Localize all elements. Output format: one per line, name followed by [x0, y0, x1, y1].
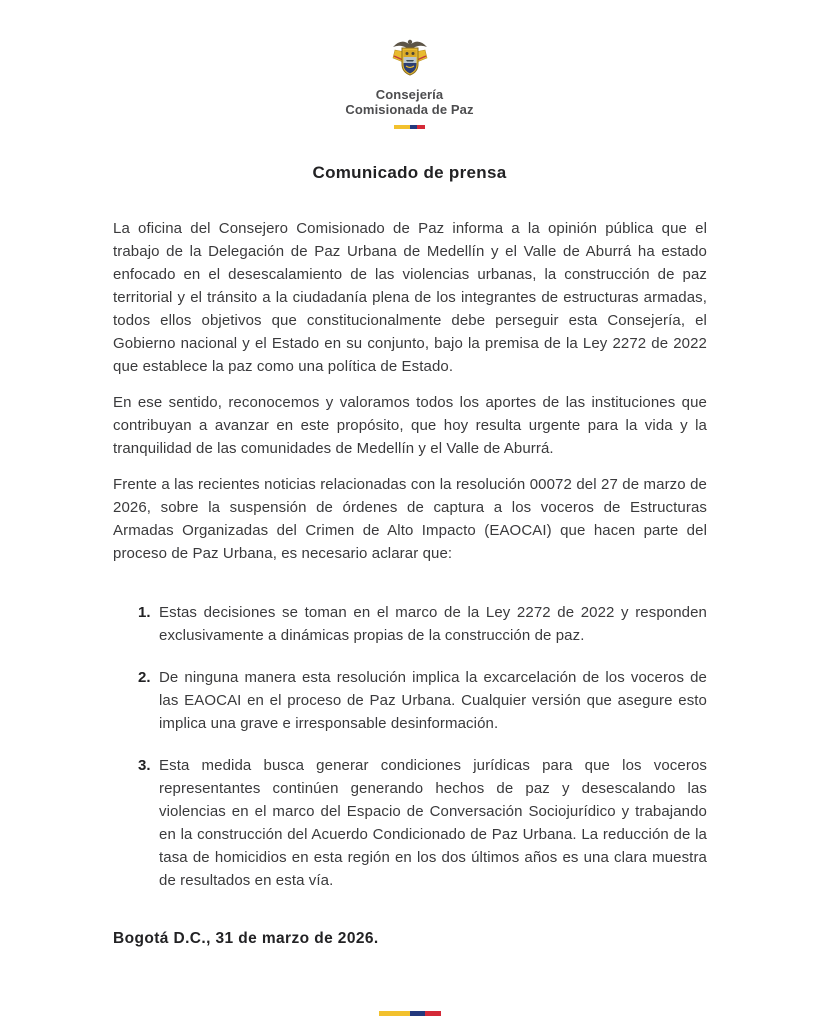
document-header [0, 0, 819, 129]
flag-red-stripe [417, 125, 425, 129]
org-name-line2: Comisionada de Paz [345, 102, 474, 117]
colombia-flag-icon [394, 125, 425, 129]
paragraph-1: La oficina del Consejero Comisionado de Paz informa a la opinión pública que el trabajo de la Delegación de Paz Urbana de Medellín y el Valle de Aburrá ha estado enfocado en el desescalamiento de las violencias urbanas, la construcción de paz territorial y el tránsito a la ciudadanía plena de los integrantes de estructuras armadas, todos ellos objetivos que constitucionalmente debe perseguir esta Consejería, el Gobierno nacional y el Estado en su conjunto, bajo la premisa de la Ley 2272 de 2022 que establece la paz como una política de Estado. [113, 220, 707, 375]
list-item-text: Estas decisiones se toman en el marco de la Ley 2272 de 2022 y responden exclusivamente a dinámicas propias de la construcción de paz. [159, 604, 707, 644]
dateline: Bogotá D.C., 31 de marzo de 2026. [113, 930, 379, 947]
list-item-text: De ninguna manera esta resolución implica la excarcelación de los voceros de las EAOCAI en el proceso de Paz Urbana. Cualquier versión que asegure esto implica una grave e irresponsable desinformación. [159, 669, 707, 732]
page-title: Comunicado de prensa [312, 163, 507, 182]
colombia-coat-of-arms-icon [387, 36, 433, 80]
flag-yellow-stripe [394, 125, 410, 129]
flag-yellow-stripe [379, 1011, 410, 1016]
list-item-number: 1. [138, 604, 151, 621]
org-name [0, 87, 819, 117]
list-item [113, 666, 707, 735]
org-name-line1: Consejería [375, 87, 444, 102]
flag-red-stripe [425, 1011, 441, 1016]
list-item [113, 601, 707, 647]
footer-colombia-flag-icon [379, 1011, 441, 1016]
list-item-number: 2. [138, 669, 151, 686]
flag-blue-stripe [410, 1011, 426, 1016]
paragraph-2: En ese sentido, reconocemos y valoramos todos los aportes de las instituciones que contribuyan a avanzar en este propósito, que hoy resulta urgente para la vida y la tranquilidad de las comunidades de Medellín y el Valle de Aburrá. [113, 394, 707, 457]
flag-blue-stripe [410, 125, 418, 129]
clarification-list [113, 601, 707, 892]
paragraph-3: Frente a las recientes noticias relacionadas con la resolución 00072 del 27 de marzo de 2026, sobre la suspensión de órdenes de captura a los voceros de Estructuras Armadas Organizadas del Crimen de Alto Impacto (EAOCAI) que hacen parte del proceso de Paz Urbana, es necesario aclarar que: [113, 476, 707, 562]
document-body [0, 217, 819, 892]
list-item-text: Esta medida busca generar condiciones jurídicas para que los voceros representantes continúen generando hechos de paz y desescalando las violencias en el marco del Espacio de Conversación Sociojurídico y trabajando en la construcción del Acuerdo Condicionado de Paz Urbana. La reducción de la tasa de homicidios en esta región en los dos últimos años es una clara muestra de resultados en esta vía. [159, 757, 707, 889]
list-item [113, 754, 707, 892]
list-item-number: 3. [138, 757, 151, 774]
